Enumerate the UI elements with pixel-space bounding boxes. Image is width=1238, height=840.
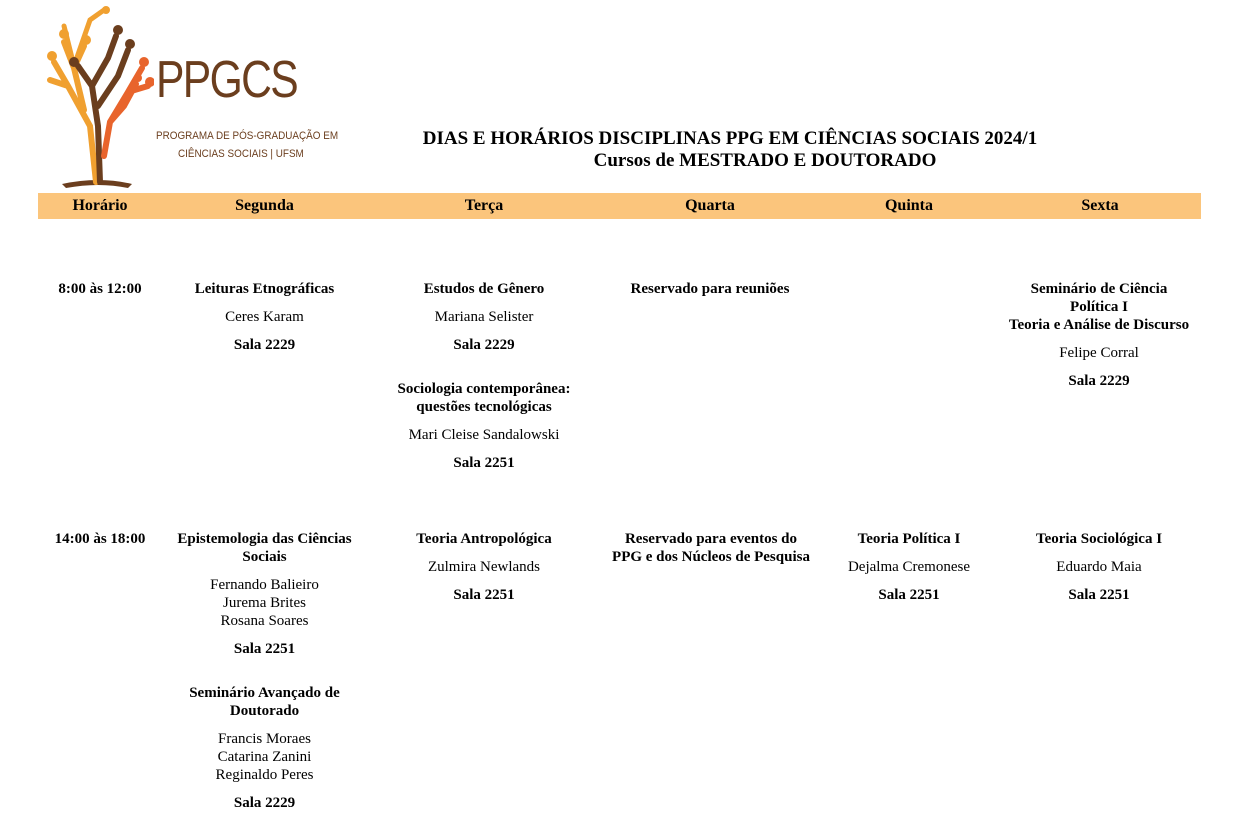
course-block (384, 280, 584, 354)
header-segunda: Segunda (235, 197, 294, 214)
course-professor: Catarina Zanini (217, 749, 312, 765)
course-room: Sala 2251 (1068, 587, 1130, 603)
morning-sexta-cell (1000, 280, 1198, 400)
course-professor: Reginaldo Peres (215, 767, 314, 783)
ppgcs-logo (44, 6, 339, 192)
course-name-secondary: Teoria e Análise de Discurso (1008, 317, 1190, 333)
morning-quarta-reserved: Reservado para reuniões (630, 281, 790, 297)
course-name: Teoria Política I (857, 531, 961, 547)
logo-acronym: PPGCS (156, 51, 298, 109)
course-room: Sala 2251 (878, 587, 940, 603)
course-name: Seminário Avançado de Doutorado (189, 685, 340, 719)
logo-institution-text: CIÊNCIAS SOCIAIS | UFSM (178, 148, 304, 160)
course-professor: Felipe Corral (1059, 345, 1139, 361)
course-name: Sociologia contemporânea: questões tecnológicas (397, 381, 571, 415)
course-professor: Rosana Soares (220, 613, 309, 629)
course-professor: Mari Cleise Sandalowski (408, 427, 560, 443)
course-room: Sala 2251 (233, 641, 296, 657)
course-name: Leituras Etnográficas (194, 281, 335, 297)
course-block (164, 684, 365, 812)
course-room: Sala 2229 (1068, 373, 1130, 389)
course-professor: Ceres Karam (225, 309, 304, 325)
time-morning: 8:00 às 12:00 (58, 281, 142, 297)
course-professor: Jurema Brites (223, 595, 306, 611)
morning-terca-cell (384, 280, 584, 482)
course-block (824, 530, 994, 604)
afternoon-terca-cell (384, 530, 584, 614)
course-room: Sala 2251 (453, 455, 515, 471)
header-quinta: Quinta (884, 197, 933, 214)
afternoon-quinta-cell (824, 530, 994, 614)
header-terca: Terça (464, 197, 504, 214)
title-line-2: Cursos de MESTRADO E DOUTORADO (593, 150, 937, 171)
header-quarta: Quarta (685, 197, 735, 214)
schedule-header-row (38, 193, 1201, 219)
afternoon-sexta-cell (1000, 530, 1198, 614)
time-afternoon: 14:00 às 18:00 (54, 531, 146, 547)
course-block (164, 280, 365, 354)
course-professor: Dejalma Cremonese (847, 559, 971, 575)
course-name: Teoria Antropológica (416, 531, 552, 547)
header-sexta: Sexta (1081, 197, 1119, 214)
course-room: Sala 2229 (233, 337, 296, 353)
course-professor: Francis Moraes (218, 731, 311, 747)
logo-program-text: PROGRAMA DE PÓS-GRADUAÇÃO EM (156, 130, 339, 142)
course-block (384, 380, 584, 472)
course-block (1000, 280, 1198, 390)
afternoon-quarta-reserved: Reservado para eventos do PPG e dos Núcleos de Pesquisa (612, 531, 810, 565)
course-room: Sala 2229 (453, 337, 515, 353)
course-professor: Fernando Balieiro (210, 577, 319, 593)
course-name: Estudos de Gênero (423, 281, 545, 297)
morning-segunda-cell (164, 280, 365, 364)
header-horario: Horário (72, 197, 128, 214)
page-title (330, 128, 1130, 172)
course-block (1000, 530, 1198, 604)
course-name: Epistemologia das Ciências Sociais (177, 531, 352, 565)
course-room: Sala 2229 (233, 795, 296, 811)
course-professor: Mariana Selister (434, 309, 534, 325)
tree-people-icon (44, 6, 154, 192)
course-block (164, 530, 365, 658)
course-name: Teoria Sociológica I (1035, 531, 1163, 547)
course-name: Seminário de Ciência Política I (1030, 281, 1168, 315)
course-block (384, 530, 584, 604)
course-room: Sala 2251 (453, 587, 515, 603)
afternoon-segunda-cell (164, 530, 365, 822)
course-professor: Zulmira Newlands (427, 559, 541, 575)
course-professor: Eduardo Maia (1056, 559, 1142, 575)
title-line-1: DIAS E HORÁRIOS DISCIPLINAS PPG EM CIÊNCIAS SOCIAIS 2024/1 (422, 128, 1038, 149)
